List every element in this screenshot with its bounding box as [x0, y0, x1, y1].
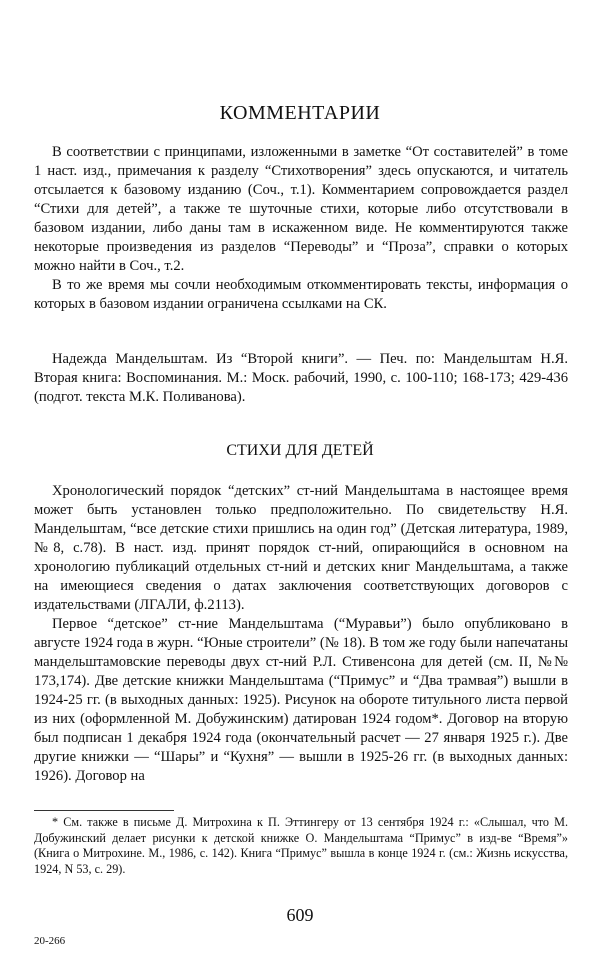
- section-block: [34, 482, 568, 786]
- page-title: КОММЕНТАРИИ: [219, 102, 381, 124]
- intro-paragraph-2: В то же время мы сочли необходимым откомментировать тексты, информация о которых в базовом издании ограничена ссылками на СК.: [34, 277, 568, 312]
- section-paragraph-1: Хронологический порядок “детских” ст-ний Мандельштама в настоящее время может быть установлен только предположительно. По свидетельству Н.Я. Мандельштам, “все детские стихи пришлись на один год” (Детская литература, 1989, №8, с.78). В наст. изд. принят порядок ст-ний, опирающийся в основном на хронологию публикаций отдельных ст-ний и детских книг Мандельштама, а также на имеющиеся сведения о датах заключения соответствующих договоров с издательствами (ЛГАЛИ, ф.2113).: [34, 483, 568, 613]
- printer-signature: 20-266: [34, 935, 66, 947]
- section-paragraph-2: Первое “детское” ст-ние Мандельштама (“Муравьи”) было опубликовано в августе 1924 года в журн. “Юные строители” (№ 18). В том же году были напечатаны мандельштамовские переводы двух ст-ний Р.Л. Стивенсона для детей (см. II, №№ 173,174). Две детские книжки Мандельштама (“Примус” и “Два трамвая”) вышли в 1924-25 гг. (в выходных данных: 1925). Рисунок на обороте титульного листа первой из них (оформленной М. Добужинским) датирован 1924 годом*. Договор на вторую был подписан 1 декабря 1924 года (окончательный расчет — 27 января 1925 г.). Две другие книжки — “Шары” и “Кухня” — вышли в 1925-26 гг. (в выходных данных: 1926). Договор на: [34, 616, 568, 784]
- reference-block: [34, 350, 568, 407]
- footnote-divider: [34, 810, 174, 811]
- section-title: СТИХИ ДЛЯ ДЕТЕЙ: [226, 442, 374, 459]
- page-number: 609: [286, 905, 314, 925]
- intro-block: [34, 143, 568, 314]
- reference-paragraph: Надежда Мандельштам. Из “Второй книги”. — Печ. по: Мандельштам Н.Я. Вторая книга: Воспоминания. М.: Моск. рабочий, 1990, с. 100-110; 168-173; 429-436 (подгот. текста М.К. Поливанова).: [34, 351, 568, 405]
- intro-paragraph-1: В соответствии с принципами, изложенными в заметке “От составителей” в томе 1 наст. изд., примечания к разделу “Стихотворения” здесь опускаются, и читатель отсылается к базовому изданию (Соч., т.1). Комментарием сопровождается раздел “Стихи для детей”, а также те шуточные стихи, которые либо отсутствовали в базовом издании, либо даны там в искаженном виде. Не комментируются также некоторые произведения из разделов “Переводы” и “Проза”, справки о которых можно найти в Соч., т.2.: [34, 144, 568, 274]
- footnote: * См. также в письме Д. Митрохина к П. Эттингеру от 13 сентября 1924 г.: «Слышал, что М. Добужинский делает рисунки к детской книжке О. Мандельштама “Примус” в изд-ве “Время”» (Книга о Митрохине. М., 1986, с. 142). Книга “Примус” вышла в конце 1924 г. (см.: Жизнь искусства, 1924, N 53, с. 29).: [34, 815, 568, 876]
